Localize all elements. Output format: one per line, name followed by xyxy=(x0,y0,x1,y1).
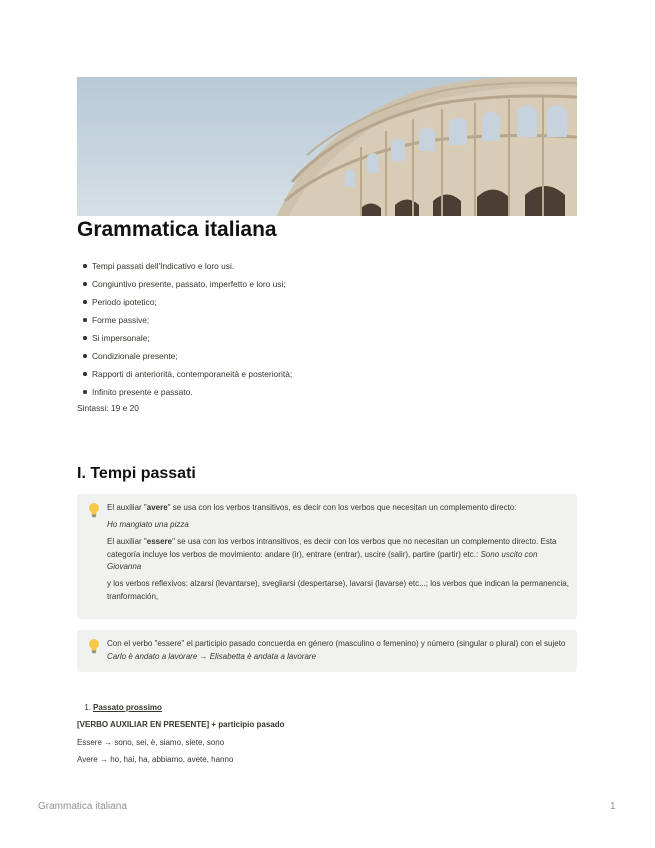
list-item: Si impersonale; xyxy=(92,329,292,347)
callout-paragraph: y los verbos reflexivos: alzarsi (levantarse), svegliarsi (despertarse), lavarsi (lavarse) etc...; los verbos que indican la permanencia, tranformación, xyxy=(107,579,569,601)
colosseum-illustration xyxy=(77,77,577,216)
avere-conjugation: Avere → ho, hai, ha, abbiamo, avete, hanno xyxy=(77,755,234,764)
page-number: 1 xyxy=(610,801,616,812)
callout-concordancia xyxy=(77,630,577,672)
lightbulb-icon xyxy=(87,502,101,518)
section-heading: I. Tempi passati xyxy=(77,465,196,482)
essere-conjugation: Essere → sono, sei, è, siamo, siete, sono xyxy=(77,738,225,747)
callout-paragraph: Con el verbo "essere" el participio pasado concuerda en género (masculino o femenino) y número (singular o plural) con el sujeto Carlo è andato a lavorare → Elisabetta è andata a lavorare xyxy=(107,639,566,661)
page-title: Grammatica italiana xyxy=(77,218,277,241)
callout-example: Ho mangiato una pizza xyxy=(107,520,189,529)
list-number: 1. xyxy=(84,703,91,712)
topic-list xyxy=(77,257,292,401)
list-item: Congiuntivo presente, passato, imperfetto e loro usi; xyxy=(92,275,292,293)
callout-paragraph: El auxiliar "avere" se usa con los verbos transitivos, es decir con los verbos que necesitan un complemento directo: xyxy=(107,503,517,512)
passato-prossimo-title: Passato prossimo xyxy=(93,703,162,712)
cover-image xyxy=(77,77,577,216)
list-item: Rapporti di anteriorità, contemporaneità e posteriorità; xyxy=(92,365,292,383)
list-item: Forme passive; xyxy=(92,311,292,329)
footer-title: Grammatica italiana xyxy=(38,801,127,812)
callout-paragraph: El auxiliar "essere" se usa con los verbos intransitivos, es decir con los verbos que no necesitan un complemento directo. Esta categoría incluye los verbos de movimiento: andare (ir), entrare (entrar), uscire (salir), partire (partir) etc.: Sono uscito con Giovanna xyxy=(107,537,557,571)
sintassi-note: Sintassi: 19 e 20 xyxy=(77,403,139,413)
list-item: Infinito presente e passato. xyxy=(92,383,292,401)
formula-line: [VERBO AUXILIAR EN PRESENTE] + participio pasado xyxy=(77,720,285,729)
lightbulb-icon xyxy=(87,638,101,654)
callout-auxiliares xyxy=(77,494,577,619)
list-item: Tempi passati dell'Indicativo e loro usi. xyxy=(92,257,292,275)
list-item: Condizionale presente; xyxy=(92,347,292,365)
list-item: Periodo ipotetico; xyxy=(92,293,292,311)
numbered-heading xyxy=(77,703,162,712)
